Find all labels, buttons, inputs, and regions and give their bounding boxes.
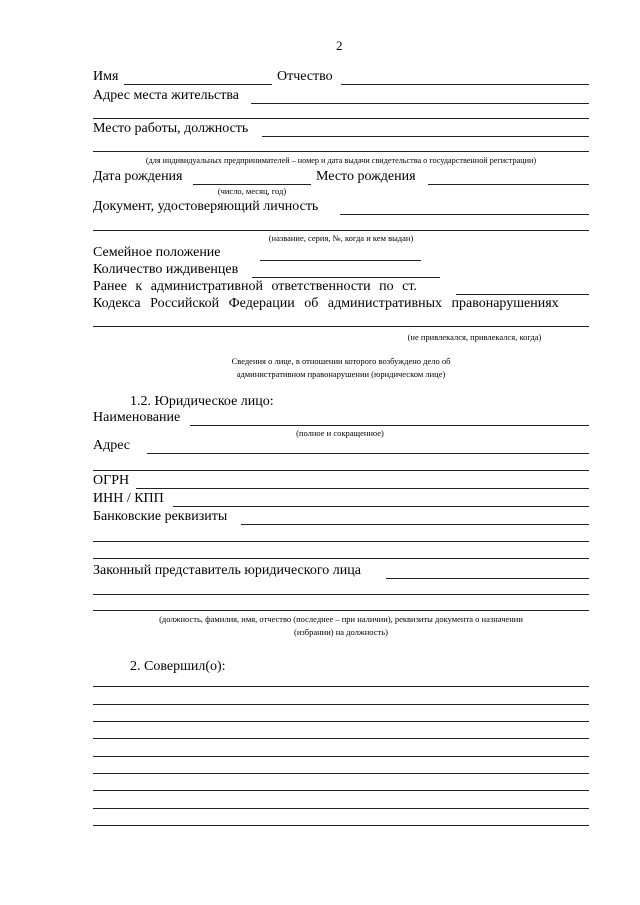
patronymic-label: Отчество (277, 69, 333, 84)
bank-field[interactable] (241, 524, 589, 525)
entrepreneur-note: (для индивидуальных предпринимателей – номер и дата выдачи свидетельства о государственной регистрации) (145, 156, 537, 165)
committed-line-4[interactable] (93, 738, 589, 739)
prior-field[interactable] (93, 326, 589, 327)
birth-date-label: Дата рождения (93, 169, 183, 184)
committed-line-7[interactable] (93, 790, 589, 791)
birth-date-note: (число, месяц, год) (217, 186, 287, 196)
id-doc-field-line2[interactable] (93, 230, 589, 231)
rep-note-line1: (должность, фамилия, имя, отчество (последнее – при наличии), реквизиты документа о назначении (159, 614, 523, 624)
committed-line-3[interactable] (93, 721, 589, 722)
address-field-line2[interactable] (93, 118, 589, 119)
committed-line-9[interactable] (93, 825, 589, 826)
work-label: Место работы, должность (93, 121, 249, 136)
marital-label: Семейное положение (93, 245, 221, 260)
page-number: 2 (336, 38, 343, 53)
address-field[interactable] (251, 103, 589, 104)
work-field[interactable] (262, 136, 589, 137)
prior-note: (не привлекался, привлекался, когда) (407, 332, 542, 342)
birth-place-label: Место рождения (316, 169, 416, 184)
committed-line-6[interactable] (93, 773, 589, 774)
legal-address-label: Адрес (93, 438, 131, 453)
bank-field-line2[interactable] (93, 541, 589, 542)
rep-label: Законный представитель юридического лица (93, 563, 361, 578)
ogrn-label: ОГРН (93, 473, 130, 488)
legal-name-field[interactable] (190, 425, 589, 426)
ogrn-field[interactable] (136, 488, 589, 489)
id-doc-field[interactable] (340, 214, 589, 215)
address-label: Адрес места жительства (93, 88, 239, 103)
prior-line1: Ранее к административной ответственности по ст. (93, 279, 417, 294)
committed-heading: 2. Совершил(о): (130, 659, 226, 674)
committed-line-5[interactable] (93, 756, 589, 757)
inn-field[interactable] (173, 506, 589, 507)
first-name-label: Имя (93, 69, 119, 84)
birth-date-field[interactable] (193, 184, 311, 185)
legal-heading: 1.2. Юридическое лицо: (130, 394, 274, 409)
legal-address-field-line2[interactable] (93, 470, 589, 471)
dependents-field[interactable] (252, 277, 440, 278)
legal-intro-line1: Сведения о лице, в отношении которого возбуждено дело об (231, 356, 451, 366)
committed-line-8[interactable] (93, 808, 589, 809)
marital-field[interactable] (260, 260, 421, 261)
committed-line-2[interactable] (93, 704, 589, 705)
id-doc-label: Документ, удостоверяющий личность (93, 199, 319, 214)
id-doc-note: (название, серия, №, когда и кем выдан) (268, 233, 414, 243)
prior-line2: Кодекса Российской Федерации об административных правонарушениях (93, 296, 559, 311)
rep-field-line2[interactable] (93, 594, 589, 595)
legal-name-note: (полное и сокращенное) (296, 428, 384, 438)
legal-address-field[interactable] (147, 453, 589, 454)
dependents-label: Количество иждивенцев (93, 262, 239, 277)
committed-line-1[interactable] (93, 686, 589, 687)
rep-field[interactable] (386, 578, 589, 579)
first-name-field[interactable] (124, 84, 272, 85)
inn-label: ИНН / КПП (93, 491, 164, 506)
legal-intro-line2: административном правонарушении (юридическом лице) (236, 369, 446, 379)
bank-label: Банковские реквизиты (93, 509, 228, 524)
rep-note-line2: (избрании) на должность) (294, 627, 388, 637)
patronymic-field[interactable] (341, 84, 589, 85)
work-field-line2[interactable] (93, 151, 589, 152)
legal-name-label: Наименование (93, 410, 181, 425)
birth-place-field[interactable] (428, 184, 589, 185)
rep-field-line3[interactable] (93, 610, 589, 611)
bank-field-line3[interactable] (93, 558, 589, 559)
prior-article-field[interactable] (456, 294, 589, 295)
